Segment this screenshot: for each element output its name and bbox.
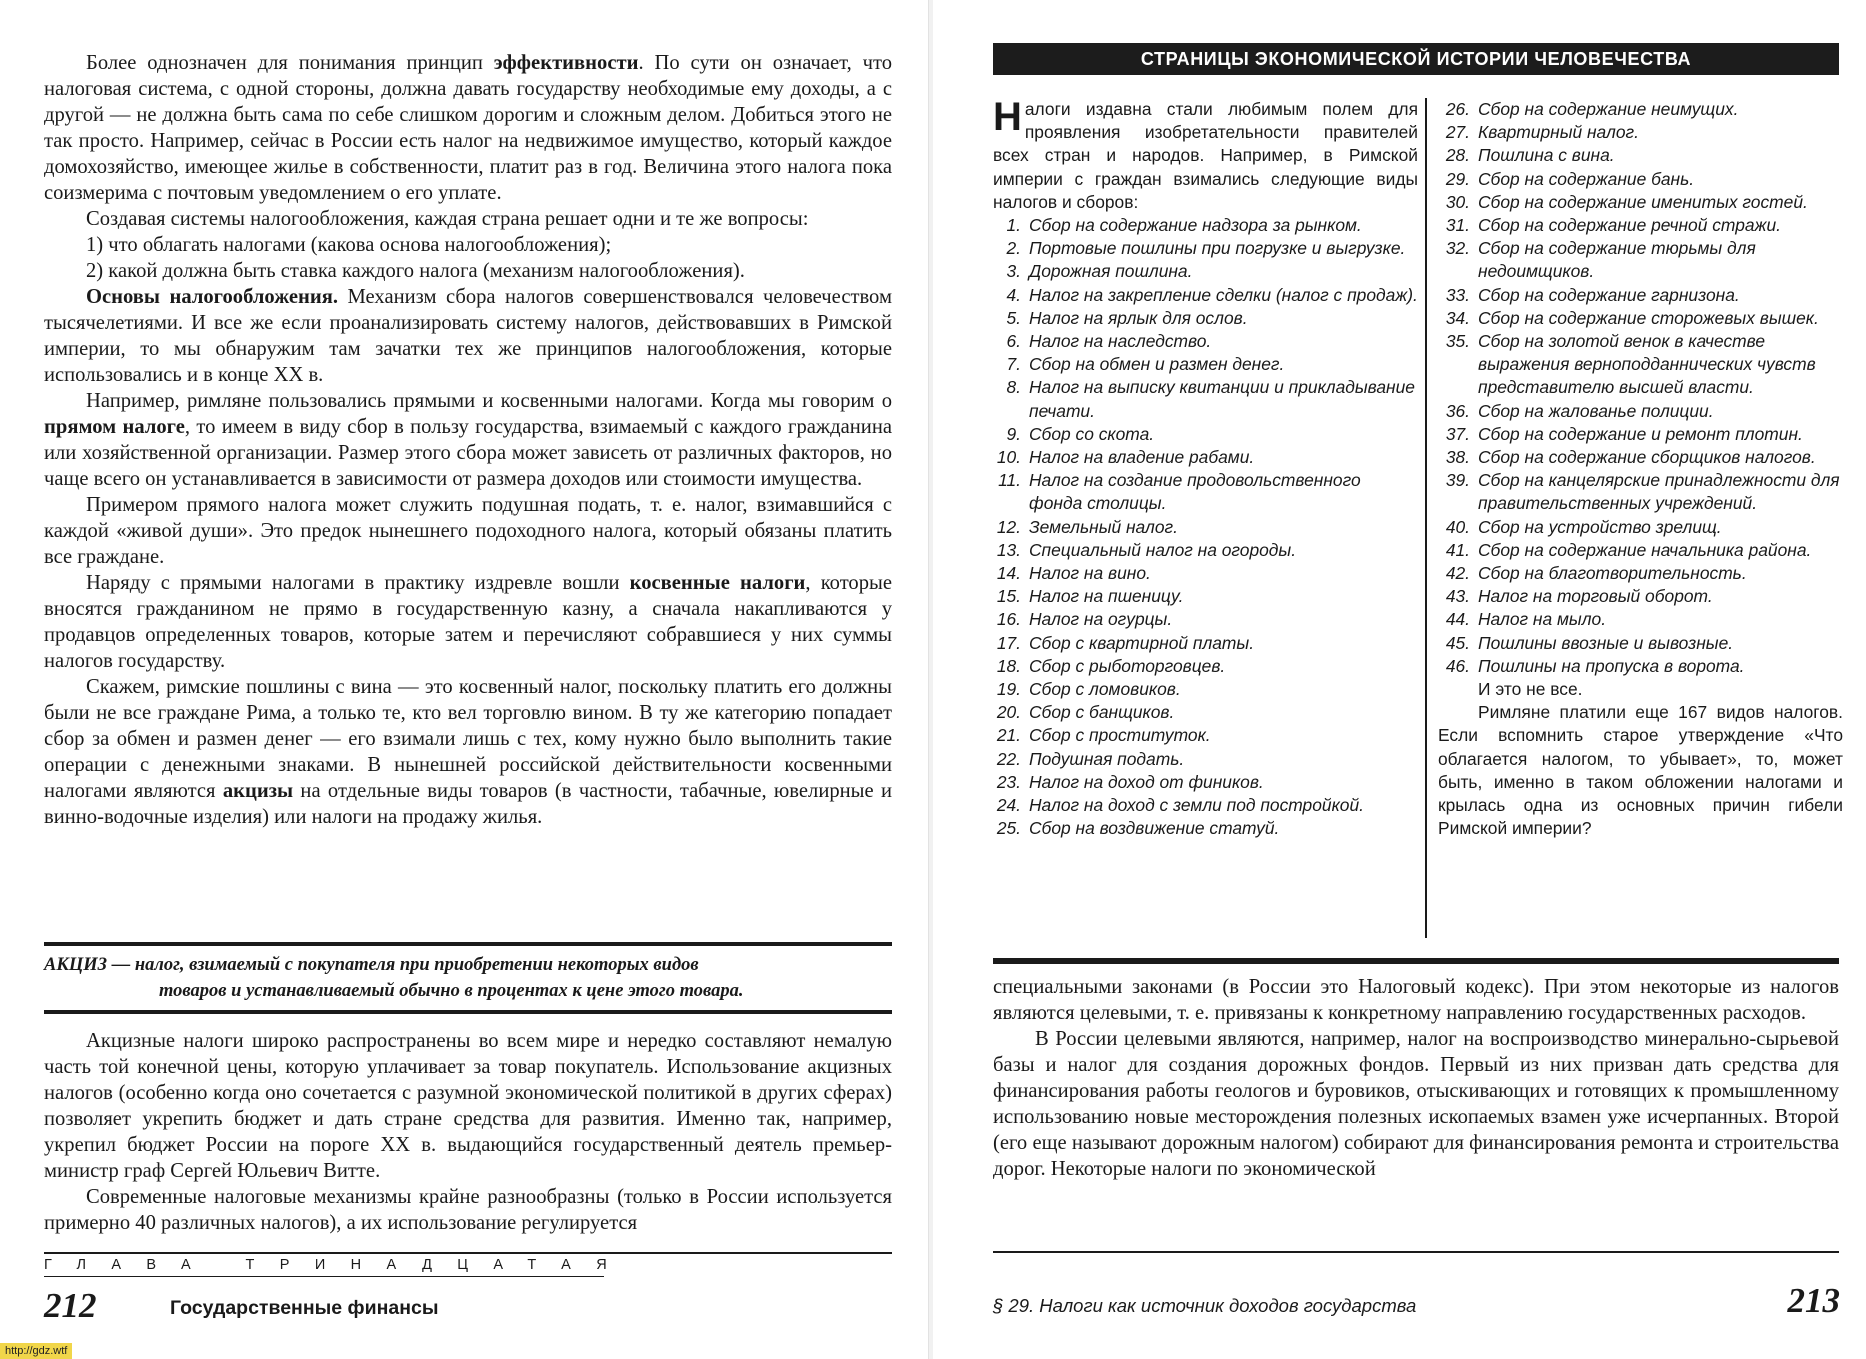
tax-item-number: 21. [996, 725, 1021, 746]
tax-item-number: 32. [1445, 238, 1470, 259]
page-number: 212 [44, 1286, 97, 1325]
tax-item-text: Сбор с банщиков. [1029, 702, 1175, 723]
tax-item-text: Сбор с ломовиков. [1029, 679, 1181, 700]
tax-item-number: 36. [1445, 400, 1470, 421]
tax-item [993, 330, 1418, 353]
tax-item-number: 39. [1445, 470, 1470, 491]
tax-item [993, 423, 1418, 446]
tax-item-text: Сбор на содержание надзора за рынком. [1029, 215, 1362, 236]
tax-item [1438, 330, 1843, 400]
tax-item-number: 13. [996, 539, 1021, 560]
tax-item-text: Налог на огурцы. [1029, 609, 1173, 630]
tax-item [993, 678, 1418, 701]
tax-item-number: 19. [996, 679, 1021, 700]
tax-item [993, 562, 1418, 585]
tax-box-left-column [993, 95, 1418, 841]
tax-item-text: Сбор со скота. [1029, 423, 1155, 444]
tax-item-number: 15. [996, 586, 1021, 607]
tax-item-number: 6. [1006, 331, 1021, 352]
tax-item-text: Сбор с проституток. [1029, 725, 1211, 746]
tax-item-text: Подушная подать. [1029, 748, 1185, 769]
text-run: на отдельные виды товаров (в частности, табачные, ювелирные и винно-водочные изделия) или налоги на продажу жилья. [44, 780, 892, 828]
paragraph [44, 50, 892, 206]
tax-item [993, 632, 1418, 655]
tax-item-number: 4. [1006, 284, 1021, 305]
tax-item [993, 284, 1418, 307]
paragraph [44, 232, 892, 258]
tax-item [993, 585, 1418, 608]
tax-item-text: Дорожная пошлина. [1029, 261, 1193, 282]
text-run: Механизм сбора налогов совершенствовался человечеством тысячелетиями. И все же если проанализировать систему налогов, действовавших в Римской империи, то мы обнаружим там зачатки тех же принципов налогообложения, которые использовались и в конце XX в. [44, 286, 892, 386]
tax-box-outro-1: И это не все. [1478, 679, 1583, 700]
tax-item-text: Налог на создание продовольственного фонда столицы. [1029, 470, 1361, 514]
tax-item-text: Сбор на благотворительность. [1478, 563, 1747, 584]
tax-item [1438, 539, 1843, 562]
tax-item-text: Портовые пошлины при погрузке и выгрузке. [1029, 238, 1406, 259]
tax-item [993, 794, 1418, 817]
paragraph [44, 206, 892, 232]
tax-item-text: Пошлины на пропуска в ворота. [1478, 655, 1745, 676]
tax-item-text: Налог на закрепление сделки (налог с продаж). [1029, 284, 1418, 305]
tax-item [1438, 632, 1843, 655]
tax-item-number: 7. [1006, 354, 1021, 375]
tax-item-text: Сбор на содержание и ремонт плотин. [1478, 423, 1803, 444]
tax-item [993, 307, 1418, 330]
tax-item-text: Сбор на содержание сборщиков налогов. [1478, 447, 1816, 468]
tax-item-number: 38. [1445, 447, 1470, 468]
footer-rule [44, 1252, 892, 1254]
chapter-underline [44, 1276, 604, 1278]
text-run: Например, римляне пользовались прямыми и косвенными налогами. Когда мы говорим о [86, 390, 892, 412]
tax-item-text: Сбор на содержание начальника района. [1478, 539, 1812, 560]
tax-item [993, 608, 1418, 631]
tax-item-number: 5. [1006, 307, 1021, 328]
tax-item [1438, 191, 1843, 214]
tax-item-number: 2. [1006, 238, 1021, 259]
tax-item [1438, 121, 1843, 144]
tax-item-number: 16. [996, 609, 1021, 630]
tax-item-text: Земельный налог. [1029, 516, 1178, 537]
tax-item-number: 42. [1445, 563, 1470, 584]
tax-item-number: 18. [996, 655, 1021, 676]
left-page-body-continued [44, 1028, 892, 1236]
tax-item-number: 34. [1445, 307, 1470, 328]
paragraph [44, 388, 892, 492]
tax-item-number: 46. [1445, 655, 1470, 676]
paragraph [44, 284, 892, 388]
paragraph: специальными законами (в России это Налоговый кодекс). При этом некоторые из налогов являются целевыми, т. е. привязаны к конкретному направлению государственных расходов. [993, 976, 1839, 1024]
tax-item [1438, 237, 1843, 283]
tax-item [1438, 655, 1843, 678]
paragraph [44, 258, 892, 284]
section-header: СТРАНИЦЫ ЭКОНОМИЧЕСКОЙ ИСТОРИИ ЧЕЛОВЕЧЕСТВА [993, 43, 1839, 75]
tax-item-number: 45. [1445, 632, 1470, 653]
drop-cap: Н [993, 95, 1022, 139]
paragraph [44, 674, 892, 830]
tax-item-text: Сбор на содержание гарнизона. [1478, 284, 1740, 305]
tax-item-text: Налог на выписку квитанции и прикладывание печати. [1029, 377, 1415, 421]
text-run: 1) что облагать налогами (какова основа налогообложения); [86, 234, 612, 256]
tax-item [1438, 562, 1843, 585]
tax-item [993, 655, 1418, 678]
definition-text [44, 946, 892, 1010]
text-run: Скажем, римские пошлины с вина — это косвенный налог, поскольку платить его должны были не все граждане Рима, а только те, кто вел торговлю вином. В ту же категорию попадает сбор за обмен и размен денег — его взимали лишь с тех, кому нужно было выполнить такие операции с денежными знаками. В нынешней российской действительности косвенными налогами являются [44, 676, 892, 802]
tax-item-text: Пошлины ввозные и вывозные. [1478, 632, 1734, 653]
tax-item [993, 214, 1418, 237]
tax-item [1438, 608, 1843, 631]
tax-item-text: Налог на доход от фиников. [1029, 771, 1264, 792]
tax-item-text: Сбор на золотой венок в качестве выражения верноподданнических чувств представителю высшей власти. [1478, 331, 1816, 398]
tax-item-number: 43. [1445, 586, 1470, 607]
text-run: Создавая системы налогообложения, каждая страна решает одни и те же вопросы: [86, 208, 809, 230]
text-run: Примером прямого налога может служить подушная подать, т. е. налог, взимавшийся с каждой «живой души». Это предок нынешнего подоходного налога, который обязаны платить все граждане. [44, 494, 892, 568]
text-run: . По сути он означает, что налоговая система, с одной стороны, должна давать государству необходимые ему доходы, а с другой — не должна быть сама по себе слишком дорогим и сложным делом. Добиться этого не так просто. Например, сейчас в России есть налог на недвижимое имущество, который каждое домохозяйство, имеющее жилье в собственности, платит раз в год. Величина этого налога пока соизмерима с почтовым уведомлением о его уплате. [44, 52, 892, 204]
tax-item-number: 28. [1445, 145, 1470, 166]
tax-item-number: 25. [996, 818, 1021, 839]
tax-item [993, 469, 1418, 515]
tax-item [993, 237, 1418, 260]
definition-line-2: товаров и устанавливаемый обычно в процентах к цене этого товара. [159, 981, 744, 1001]
tax-item [993, 353, 1418, 376]
tax-item [1438, 400, 1843, 423]
definition-line-1: АКЦИЗ — налог, взимаемый с покупателя при приобретении некоторых видов [44, 955, 699, 975]
tax-item-text: Налог на наследство. [1029, 331, 1212, 352]
tax-item-number: 14. [996, 563, 1021, 584]
tax-item [993, 701, 1418, 724]
tax-item-number: 33. [1445, 284, 1470, 305]
tax-item-text: Сбор на содержание речной стражи. [1478, 215, 1782, 236]
tax-item-number: 3. [1006, 261, 1021, 282]
tax-item [1438, 168, 1843, 191]
tax-item-number: 30. [1445, 191, 1470, 212]
tax-item-text: Налог на пшеницу. [1029, 586, 1184, 607]
tax-item-text: Сбор на содержание бань. [1478, 168, 1695, 189]
tax-item [993, 516, 1418, 539]
tax-item-text: Налог на владение рабами. [1029, 447, 1255, 468]
tax-item-number: 10. [996, 447, 1021, 468]
tax-item [1438, 446, 1843, 469]
page-number: 213 [1787, 1281, 1840, 1320]
tax-list-1 [993, 214, 1418, 840]
tax-box-intro [993, 95, 1418, 214]
bold-term: акцизы [222, 780, 294, 802]
bold-term: Основы налогообложения. [86, 286, 339, 308]
tax-box-right-column [1438, 98, 1843, 841]
tax-item [993, 539, 1418, 562]
tax-item-number: 40. [1445, 516, 1470, 537]
tax-item-number: 35. [1445, 331, 1470, 352]
bold-term: прямом налоге [44, 416, 185, 438]
tax-item [993, 376, 1418, 422]
tax-item [1438, 585, 1843, 608]
tax-item-number: 17. [996, 632, 1021, 653]
tax-box-outro-2: Римляне платили еще 167 видов налогов. Если вспомнить старое утверждение «Что облагается налогом, то убывает», то, может быть, именно в таком обложении налогами и крылась одна из основных причин гибели Римской империи? [1438, 702, 1843, 839]
tax-item-text: Квартирный налог. [1478, 122, 1639, 143]
right-page [933, 0, 1866, 1359]
tax-item [993, 817, 1418, 840]
text-run: , то имеем в виду сбор в пользу государства, взимаемый с каждого гражданина или хозяйственной организации. Размер этого сбора может зависеть от различных факторов, но чаще всего он устанавливается в зависимости от размера доходов или стоимости имущества. [44, 416, 892, 490]
paragraph: Акцизные налоги широко распространены во всем мире и нередко составляют немалую часть той конечной цены, которую уплачивает за товар покупатель. Использование акцизных налогов (особенно когда оно сочетается с разумной экономической политикой в других сферах) позволяет укрепить бюджет и дать стране средства для развития. Именно так, например, укрепил бюджет России на пороге XX в. выдающийся государственный деятель премьер-министр граф Сергей Юльевич Витте. [44, 1030, 892, 1182]
tax-item-text: Налог на доход с земли под постройкой. [1029, 795, 1364, 816]
watermark-link: http://gdz.wtf [0, 1343, 72, 1359]
tax-item-text: Сбор на обмен и размен денег. [1029, 354, 1285, 375]
tax-item-number: 37. [1445, 423, 1470, 444]
tax-item [1438, 423, 1843, 446]
paragraph [44, 570, 892, 674]
tax-item-text: Налог на мыло. [1478, 609, 1607, 630]
chapter-label: ГЛАВА ТРИНАДЦАТАЯ [44, 1256, 633, 1273]
tax-item-text: Сбор на содержание сторожевых вышек. [1478, 307, 1819, 328]
tax-item-text: Налог на вино. [1029, 563, 1151, 584]
tax-item-number: 41. [1445, 539, 1470, 560]
intro-text: алоги издавна стали любимым полем для проявления изобретательности правителей всех стран и народов. Например, в Римской империи с граждан взимались следующие виды налогов и сборов: [993, 99, 1418, 212]
tax-item-text: Сбор на содержание именитых гостей. [1478, 191, 1808, 212]
tax-box-bottom-rule [993, 958, 1839, 964]
tax-item-number: 24. [996, 795, 1021, 816]
tax-item-text: Специальный налог на огороды. [1029, 539, 1297, 560]
tax-item [1438, 307, 1843, 330]
tax-item-number: 8. [1006, 377, 1021, 398]
tax-item-text: Сбор с квартирной платы. [1029, 632, 1255, 653]
tax-item-number: 9. [1006, 423, 1021, 444]
tax-item [1438, 516, 1843, 539]
tax-item [1438, 214, 1843, 237]
text-run: , которые вносятся гражданином не прямо в государственную казну, а сначала накапливаются у продавцов определенных товаров, которые затем и перечисляют собравшиеся у них суммы налогов государству. [44, 572, 892, 672]
tax-item-text: Налог на торговый оборот. [1478, 586, 1713, 607]
paragraph: Современные налоговые механизмы крайне разнообразны (только в России используется примерно 40 различных налогов), а их использование регулируется [44, 1186, 892, 1234]
tax-item-number: 20. [996, 702, 1021, 723]
right-page-body [993, 974, 1839, 1182]
tax-item-text: Сбор на жалованье полиции. [1478, 400, 1714, 421]
tax-item-number: 12. [996, 516, 1021, 537]
section-title: § 29. Налоги как источник доходов государства [993, 1295, 1417, 1316]
tax-item-text: Сбор на канцелярские принадлежности для правительственных учреждений. [1478, 470, 1840, 514]
column-divider [1425, 98, 1427, 938]
paragraph: В России целевыми являются, например, налог на воспроизводство минерально-сырьевой базы и налог для создания дорожных фондов. Первый из них призван дать средства для финансирования работы геологов и буровиков, отыскивающих и готовящих к промышленному использованию новые месторождения полезных ископаемых взамен уже исчерпанных. Второй (его еще называют дорожным налогом) собирают для финансирования ремонта и строительства дорог. Некоторые налоги по экономической [993, 1028, 1839, 1180]
tax-item-number: 22. [996, 748, 1021, 769]
tax-item [1438, 98, 1843, 121]
tax-item-number: 23. [996, 771, 1021, 792]
tax-item-number: 44. [1445, 609, 1470, 630]
tax-item [993, 771, 1418, 794]
tax-item-text: Пошлина с вина. [1478, 145, 1615, 166]
tax-item-text: Сбор на содержание неимущих. [1478, 99, 1739, 119]
tax-item-text: Сбор на воздвижение статуй. [1029, 818, 1280, 839]
definition-box [44, 942, 892, 1014]
tax-item-number: 26. [1445, 99, 1470, 119]
left-page [0, 0, 925, 1359]
tax-item [993, 748, 1418, 771]
left-page-footer [44, 1252, 892, 1325]
tax-item-number: 31. [1445, 215, 1470, 236]
tax-item [1438, 469, 1843, 515]
chapter-title: Государственные финансы [170, 1297, 439, 1319]
tax-item-number: 11. [998, 470, 1021, 491]
tax-item [993, 260, 1418, 283]
bold-term: эффективности [493, 52, 639, 74]
left-page-body [44, 50, 892, 830]
tax-item-number: 27. [1445, 122, 1470, 143]
tax-item-number: 29. [1445, 168, 1470, 189]
footer-rule [993, 1251, 1839, 1253]
tax-item [1438, 284, 1843, 307]
text-run: Более однозначен для понимания принцип [86, 52, 494, 74]
tax-list-2 [1438, 98, 1843, 678]
text-run: 2) какой должна быть ставка каждого налога (механизм налогообложения). [86, 260, 745, 282]
tax-item-text: Сбор с рыботорговцев. [1029, 655, 1226, 676]
tax-item-text: Сбор на содержание тюрьмы для недоимщиков. [1478, 238, 1756, 282]
tax-item [993, 724, 1418, 747]
text-run: Наряду с прямыми налогами в практику издревле вошли [86, 572, 630, 594]
definition-bottom-rule [44, 1010, 892, 1014]
bold-term: косвенные налоги [629, 572, 806, 594]
tax-item-text: Налог на ярлык для ослов. [1029, 307, 1248, 328]
tax-item [993, 446, 1418, 469]
tax-item-number: 1. [1006, 215, 1021, 236]
paragraph [44, 492, 892, 570]
tax-item [1438, 144, 1843, 167]
tax-item-text: Сбор на устройство зрелищ. [1478, 516, 1722, 537]
